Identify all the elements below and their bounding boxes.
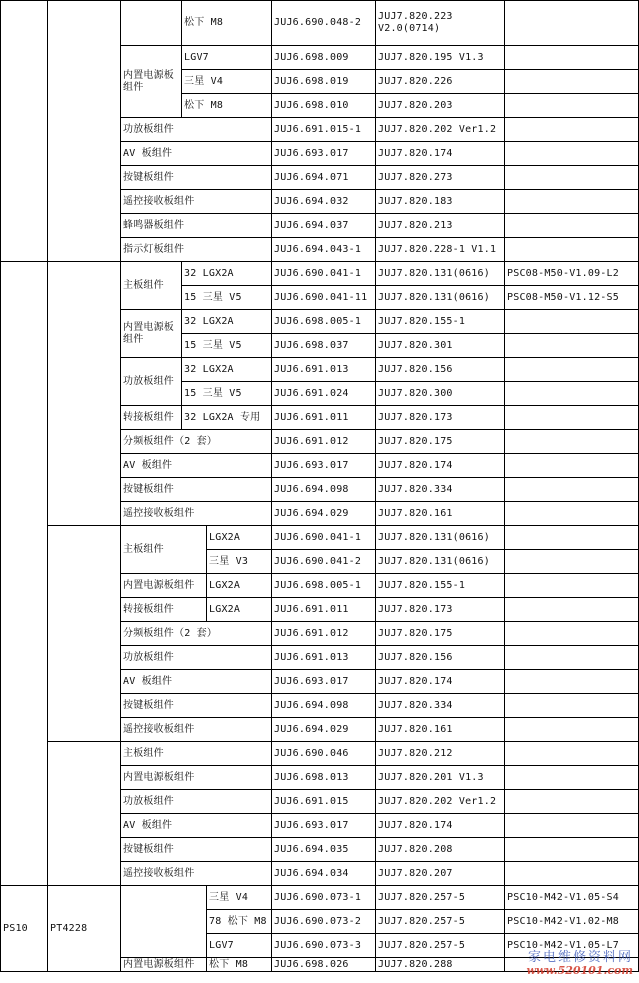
table-cell: JUJ6.690.073-3 (272, 934, 376, 958)
table-cell (505, 190, 639, 214)
table-cell: JUJ7.820.174 (376, 814, 505, 838)
table-cell (505, 46, 639, 70)
table-cell: JUJ6.698.013 (272, 766, 376, 790)
table-cell: JUJ6.694.071 (272, 166, 376, 190)
table-cell (505, 550, 639, 574)
table-cell: 32 LGX2A (182, 358, 272, 382)
table-cell: AV 板组件 (121, 670, 272, 694)
table-cell (505, 358, 639, 382)
table-cell: 功放板组件 (121, 118, 272, 142)
table-cell: JUJ7.820.175 (376, 622, 505, 646)
table-cell: 内置电源板组件 (121, 46, 182, 118)
table-cell: JUJ6.694.043-1 (272, 238, 376, 262)
table-cell: JUJ7.820.223 V2.0(0714) (376, 1, 505, 46)
table-cell: JUJ6.690.041-1 (272, 526, 376, 550)
table-cell (505, 454, 639, 478)
table-cell: JUJ7.820.257-5 (376, 934, 505, 958)
watermark-logo (526, 951, 633, 977)
table-cell (505, 502, 639, 526)
table-row (1, 526, 639, 550)
table-cell: 按键板组件 (121, 166, 272, 190)
table-cell: JUJ6.698.005-1 (272, 574, 376, 598)
table-cell: PSC10-M42-V1.02-M8 (505, 910, 639, 934)
table-cell (505, 166, 639, 190)
table-cell: 松下 M8 (182, 1, 272, 46)
table-cell: 遥控接收板组件 (121, 718, 272, 742)
table-cell: JUJ6.693.017 (272, 670, 376, 694)
table-row (1, 886, 639, 910)
table-cell: JUJ6.693.017 (272, 142, 376, 166)
table-cell: JUJ6.691.015-1 (272, 118, 376, 142)
table-cell: 分频板组件（2 套） (121, 622, 272, 646)
table-cell: JUJ7.820.257-5 (376, 886, 505, 910)
table-cell: AV 板组件 (121, 814, 272, 838)
table-cell: JUJ7.820.131(0616) (376, 526, 505, 550)
table-cell: JUJ6.691.012 (272, 622, 376, 646)
table-cell: JUJ7.820.203 (376, 94, 505, 118)
table-cell (505, 94, 639, 118)
table-cell: PSC08-M50-V1.12-S5 (505, 286, 639, 310)
table-cell (505, 574, 639, 598)
table-cell: 遥控接收板组件 (121, 862, 272, 886)
table-cell (505, 646, 639, 670)
table-cell (48, 262, 121, 526)
table-cell: JUJ6.694.098 (272, 694, 376, 718)
table-cell (505, 862, 639, 886)
table-cell (505, 382, 639, 406)
table-cell: JUJ7.820.334 (376, 694, 505, 718)
table-cell: JUJ6.690.041-2 (272, 550, 376, 574)
table-cell (48, 1, 121, 262)
table-cell: JUJ7.820.175 (376, 430, 505, 454)
table-cell: 遥控接收板组件 (121, 190, 272, 214)
table-cell: 功放板组件 (121, 790, 272, 814)
table-cell: JUJ7.820.174 (376, 142, 505, 166)
table-cell: JUJ7.820.300 (376, 382, 505, 406)
table-cell: 78 松下 M8 (207, 910, 272, 934)
table-cell: 内置电源板组件 (121, 310, 182, 358)
table-cell: 内置电源板组件 (121, 766, 272, 790)
table-cell: JUJ6.693.017 (272, 814, 376, 838)
table-cell: 主板组件 (121, 526, 207, 574)
table-cell: 功放板组件 (121, 358, 182, 406)
table-cell: JUJ6.694.029 (272, 502, 376, 526)
table-cell: JUJ6.694.098 (272, 478, 376, 502)
table-cell (505, 718, 639, 742)
table-cell: JUJ6.694.035 (272, 838, 376, 862)
table-cell: PS10 (1, 886, 48, 972)
table-cell (505, 142, 639, 166)
table-cell (505, 310, 639, 334)
table-cell: 32 LGX2A (182, 310, 272, 334)
table-cell (1, 262, 48, 886)
table-cell: JUJ6.690.046 (272, 742, 376, 766)
table-cell: JUJ7.820.174 (376, 454, 505, 478)
table-cell: JUJ6.694.034 (272, 862, 376, 886)
table-cell (505, 238, 639, 262)
table-cell: JUJ7.820.257-5 (376, 910, 505, 934)
table-cell: 按键板组件 (121, 694, 272, 718)
table-cell (121, 1, 182, 46)
table-cell: 松下 M8 (207, 958, 272, 972)
table-cell: JUJ6.694.037 (272, 214, 376, 238)
table-cell: JUJ7.820.131(0616) (376, 550, 505, 574)
table-cell: JUJ7.820.301 (376, 334, 505, 358)
table-cell: JUJ6.691.024 (272, 382, 376, 406)
table-cell: 蜂鸣器板组件 (121, 214, 272, 238)
table-cell (505, 622, 639, 646)
table-cell (505, 838, 639, 862)
table-cell: JUJ7.820.288 (376, 958, 505, 972)
watermark-line-1: 家电维修资料网 (527, 950, 633, 965)
table-cell: JUJ6.691.013 (272, 646, 376, 670)
table-cell: JUJ6.694.029 (272, 718, 376, 742)
table-cell (505, 406, 639, 430)
table-cell (48, 526, 121, 742)
table-row (1, 1, 639, 46)
table-cell: JUJ7.820.334 (376, 478, 505, 502)
table-cell: JUJ7.820.202 Ver1.2 (376, 790, 505, 814)
watermark-line-2: www.520101.com (526, 964, 633, 977)
table-cell: JUJ7.820.173 (376, 406, 505, 430)
table-cell: JUJ6.691.011 (272, 406, 376, 430)
table-cell: JUJ6.694.032 (272, 190, 376, 214)
table-cell (121, 886, 207, 958)
table-cell: JUJ6.691.012 (272, 430, 376, 454)
table-cell: 15 三星 V5 (182, 382, 272, 406)
table-cell: 内置电源板组件 (121, 574, 207, 598)
table-cell: PSC08-M50-V1.09-L2 (505, 262, 639, 286)
table-cell: JUJ7.820.208 (376, 838, 505, 862)
table-cell: 转接板组件 (121, 406, 182, 430)
table-cell: JUJ6.698.010 (272, 94, 376, 118)
table-cell: JUJ6.691.013 (272, 358, 376, 382)
table-cell: 15 三星 V5 (182, 334, 272, 358)
table-cell (48, 742, 121, 886)
table-cell: 32 LGX2A 专用 (182, 406, 272, 430)
table-cell: 主板组件 (121, 262, 182, 310)
table-cell: JUJ6.691.011 (272, 598, 376, 622)
table-cell (505, 478, 639, 502)
table-cell: LGX2A (207, 574, 272, 598)
table-cell: 分频板组件（2 套） (121, 430, 272, 454)
table-cell: 遥控接收板组件 (121, 502, 272, 526)
table-cell (505, 766, 639, 790)
table-cell: 按键板组件 (121, 478, 272, 502)
table-cell: JUJ6.698.019 (272, 70, 376, 94)
table-cell: JUJ7.820.226 (376, 70, 505, 94)
table-cell: JUJ7.820.161 (376, 718, 505, 742)
table-cell (505, 790, 639, 814)
table-cell: PSC10-M42-V1.05-L7 (505, 934, 639, 958)
table-cell: 指示灯板组件 (121, 238, 272, 262)
table-cell: JUJ6.690.073-1 (272, 886, 376, 910)
table-cell: JUJ7.820.213 (376, 214, 505, 238)
table-cell (505, 742, 639, 766)
table-cell (505, 70, 639, 94)
table-cell (505, 118, 639, 142)
table-cell: 32 LGX2A (182, 262, 272, 286)
table-cell: 松下 M8 (182, 94, 272, 118)
table-cell: JUJ7.820.155-1 (376, 574, 505, 598)
table-cell: JUJ7.820.131(0616) (376, 262, 505, 286)
table-cell: 按键板组件 (121, 838, 272, 862)
table-cell: JUJ6.690.073-2 (272, 910, 376, 934)
table-cell (505, 430, 639, 454)
table-cell: JUJ6.693.017 (272, 454, 376, 478)
table-cell: JUJ7.820.195 V1.3 (376, 46, 505, 70)
table-cell: JUJ7.820.174 (376, 670, 505, 694)
table-cell (505, 598, 639, 622)
table-cell: JUJ7.820.273 (376, 166, 505, 190)
table-cell: JUJ7.820.155-1 (376, 310, 505, 334)
table-cell: PSC10-M42-V1.05-S4 (505, 886, 639, 910)
table-cell: 内置电源板组件 (121, 958, 207, 972)
table-cell (505, 214, 639, 238)
table-row (1, 262, 639, 286)
table-cell: AV 板组件 (121, 454, 272, 478)
table-cell: JUJ7.820.156 (376, 646, 505, 670)
table-cell: JUJ6.690.041-1 (272, 262, 376, 286)
table-cell: PT4228 (48, 886, 121, 972)
table-cell: AV 板组件 (121, 142, 272, 166)
table-cell: LGX2A (207, 526, 272, 550)
table-cell: 三星 V3 (207, 550, 272, 574)
table-cell: JUJ7.820.212 (376, 742, 505, 766)
table-cell: LGV7 (182, 46, 272, 70)
table-cell (505, 694, 639, 718)
table-cell: 功放板组件 (121, 646, 272, 670)
table-cell: JUJ6.698.037 (272, 334, 376, 358)
table-cell (505, 814, 639, 838)
table-cell (1, 1, 48, 262)
table-cell: JUJ7.820.207 (376, 862, 505, 886)
table-cell: JUJ7.820.183 (376, 190, 505, 214)
table-cell: 转接板组件 (121, 598, 207, 622)
table-cell (505, 670, 639, 694)
table-cell (505, 334, 639, 358)
table-cell: 15 三星 V5 (182, 286, 272, 310)
table-cell: JUJ7.820.173 (376, 598, 505, 622)
table-cell (505, 526, 639, 550)
table-cell: LGV7 (207, 934, 272, 958)
table-row (1, 742, 639, 766)
table-cell: JUJ6.698.009 (272, 46, 376, 70)
table-cell: JUJ6.698.026 (272, 958, 376, 972)
table-cell: JUJ6.690.041-11 (272, 286, 376, 310)
table-cell: JUJ6.690.048-2 (272, 1, 376, 46)
table-cell: JUJ7.820.156 (376, 358, 505, 382)
table-cell: 三星 V4 (207, 886, 272, 910)
table-cell: JUJ7.820.201 V1.3 (376, 766, 505, 790)
table-cell: 主板组件 (121, 742, 272, 766)
table-cell: JUJ7.820.202 Ver1.2 (376, 118, 505, 142)
table-cell: JUJ6.698.005-1 (272, 310, 376, 334)
table-cell (505, 1, 639, 46)
table-cell: JUJ6.691.015 (272, 790, 376, 814)
table-cell: 三星 V4 (182, 70, 272, 94)
table-cell: JUJ7.820.131(0616) (376, 286, 505, 310)
table-cell: LGX2A (207, 598, 272, 622)
table-cell: JUJ7.820.228-1 V1.1 (376, 238, 505, 262)
table-cell: JUJ7.820.161 (376, 502, 505, 526)
